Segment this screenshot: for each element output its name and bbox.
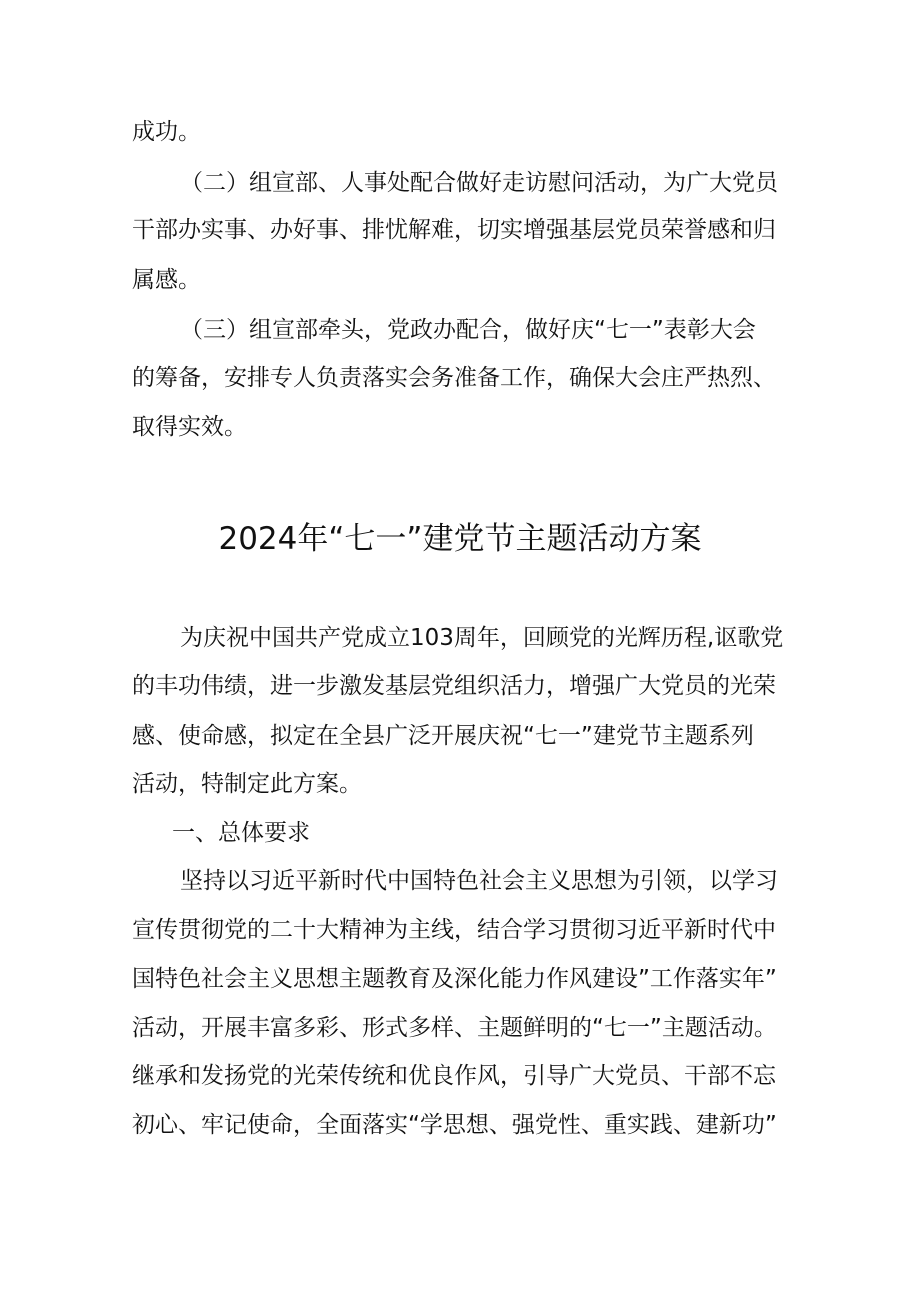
paragraph-line: （三）组宣部牵头，党政办配合，做好庆“七一”表彰大会 [180,317,756,343]
paragraph-line: 的丰功伟绩，进一步激发基层党组织活力，增强广大党员的光荣 [132,673,776,699]
paragraph-line: 宣传贯彻党的二十大精神为主线，结合学习贯彻习近平新时代中 [132,917,776,943]
paragraph-line: 感、使命感，拟定在全县广泛开展庆祝“七一”建党节主题系列 [132,723,754,749]
section-heading: 一、总体要求 [172,820,310,846]
paragraph-line: 活动，开展丰富多彩、形式多样、主题鲜明的“七一”主题活动。 [132,1015,777,1041]
paragraph-line: 成功。 [132,119,201,145]
paragraph-line: 取得实效。 [132,414,247,440]
paragraph-line: 坚持以习近平新时代中国特色社会主义思想为引领，以学习 [180,868,778,894]
document-title: 2024年“七一”建党节主题活动方案 [218,521,702,557]
paragraph-line: 属感。 [132,267,201,293]
paragraph-line: 为庆祝中国共产党成立103周年，回顾党的光辉历程,讴歌党 [180,625,784,651]
paragraph-line: （二）组宣部、人事处配合做好走访慰问活动，为广大党员 [180,170,778,196]
paragraph-line: 国特色社会主义思想主题教育及深化能力作风建设”工作落实年” [132,966,777,992]
paragraph-line: 初心、牢记使命，全面落实“学思想、强党性、重实践、建新功” [132,1112,777,1138]
paragraph-line: 活动，特制定此方案。 [132,771,362,797]
paragraph-line: 干部办实事、办好事、排忧解难，切实增强基层党员荣誉感和归 [132,217,776,243]
paragraph-line: 继承和发扬党的光荣传统和优良作风，引导广大党员、干部不忘 [132,1063,776,1089]
paragraph-line: 的筹备，安排专人负责落实会务准备工作，确保大会庄严热烈、 [132,365,776,391]
